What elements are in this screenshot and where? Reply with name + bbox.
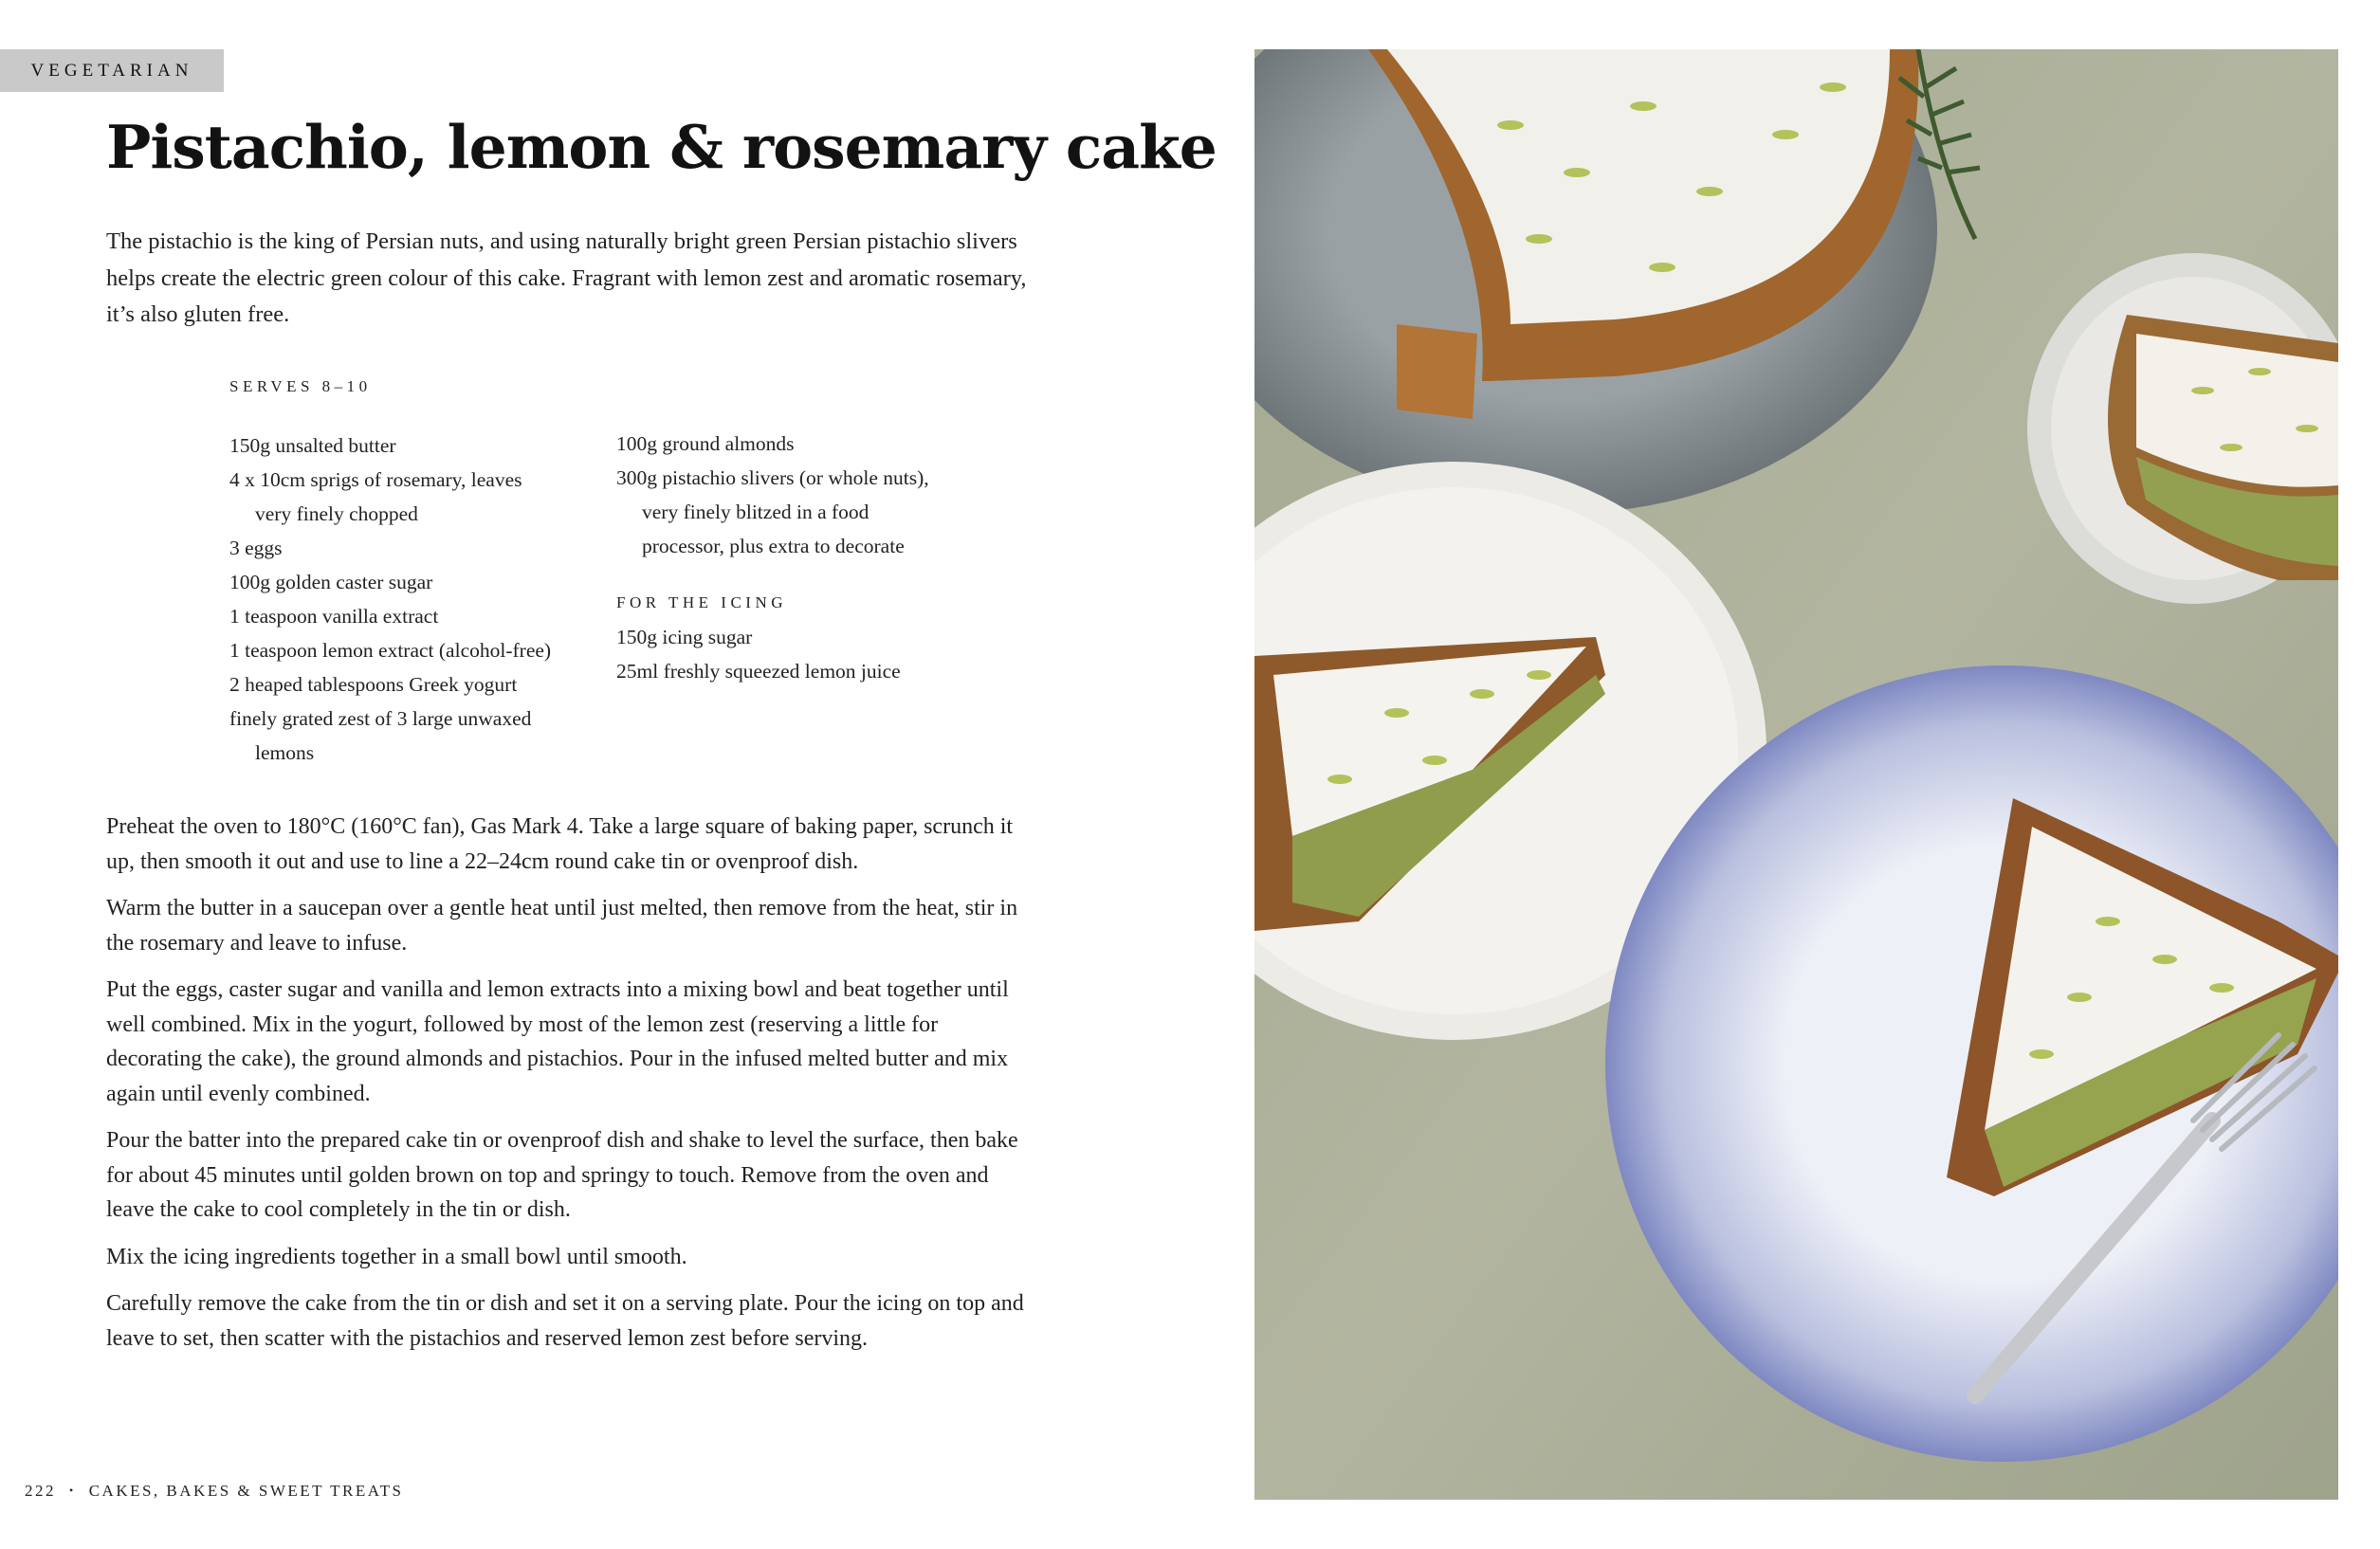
page-number: 222 <box>25 1482 56 1500</box>
ingredient-item: very finely chopped <box>255 502 418 525</box>
ingredient-item: 150g unsalted butter <box>229 434 396 457</box>
ingredient-item: 150g icing sugar <box>616 626 753 648</box>
ingredient-item: 2 heaped tablespoons Greek yogurt <box>229 673 518 696</box>
method-step: Carefully remove the cake from the tin or dish and set it on a serving plate. Pour the icing on top and leave to set, then scatter with the pistachios and reserved lemon zest before serving. <box>106 1291 1024 1351</box>
ingredient-item: very finely blitzed in a food <box>642 501 870 523</box>
ingredient-item: 100g ground almonds <box>616 432 795 455</box>
page-footer <box>25 1482 404 1501</box>
ingredient-item: 1 teaspoon lemon extract (alcohol-free) <box>229 639 552 662</box>
method-step: Warm the butter in a saucepan over a gentle heat until just melted, then remove from the heat, stir in the rosemary and leave to infuse. <box>106 896 1018 956</box>
footer-separator: • <box>69 1484 76 1497</box>
ingredient-item: finely grated zest of 3 large unwaxed <box>229 707 532 730</box>
ingredient-item: 1 teaspoon vanilla extract <box>229 605 439 628</box>
recipe-intro: The pistachio is the king of Persian nuts, and using naturally bright green Persian pistachio slivers helps create the electric green colour of this cake. Fragrant with lemon zest and aromatic rosemary, it’s also gluten free. <box>106 228 1027 327</box>
method-step: Pour the batter into the prepared cake tin or ovenproof dish and shake to level the surface, then bake for about 45 minutes until golden brown on top and springy to touch. Remove from the oven and leave the cake to cool completely in the tin or dish. <box>106 1128 1018 1222</box>
section-name: CAKES, BAKES & SWEET TREATS <box>88 1482 404 1500</box>
ingredient-item: 300g pistachio slivers (or whole nuts), <box>616 466 929 489</box>
ingredient-item: 100g golden caster sugar <box>229 571 433 593</box>
ingredient-item: processor, plus extra to decorate <box>642 535 905 557</box>
ingredient-item: 4 x 10cm sprigs of rosemary, leaves <box>229 468 522 491</box>
ingredient-list-main <box>229 428 551 770</box>
cake-photo <box>1254 49 2338 1500</box>
ingredient-item: 25ml freshly squeezed lemon juice <box>616 660 901 683</box>
method-step: Put the eggs, caster sugar and vanilla and lemon extracts into a mixing bowl and beat together until well combined. Mix in the yogurt, followed by most of the lemon zest (reserving a little for decorating the cake), the ground almonds and pistachios. Pour in the infused melted butter and mix again until evenly combined. <box>106 977 1009 1106</box>
category-tag: VEGETARIAN <box>0 49 224 92</box>
icing-heading: FOR THE ICING <box>616 593 788 611</box>
recipe-title: Pistachio, lemon & rosemary cake <box>106 112 1217 182</box>
ingredient-item: 3 eggs <box>229 537 283 559</box>
ingredient-list-secondary <box>616 427 929 563</box>
method-steps <box>106 810 1035 1368</box>
icing-ingredient-list <box>616 620 901 688</box>
serves-label: SERVES 8–10 <box>229 377 372 395</box>
ingredient-item: lemons <box>255 741 315 764</box>
method-step: Preheat the oven to 180°C (160°C fan), Gas Mark 4. Take a large square of baking paper, scrunch it up, then smooth it out and use to line a 22–24cm round cake tin or ovenproof dish. <box>106 814 1014 874</box>
method-step: Mix the icing ingredients together in a small bowl until smooth. <box>106 1244 687 1269</box>
